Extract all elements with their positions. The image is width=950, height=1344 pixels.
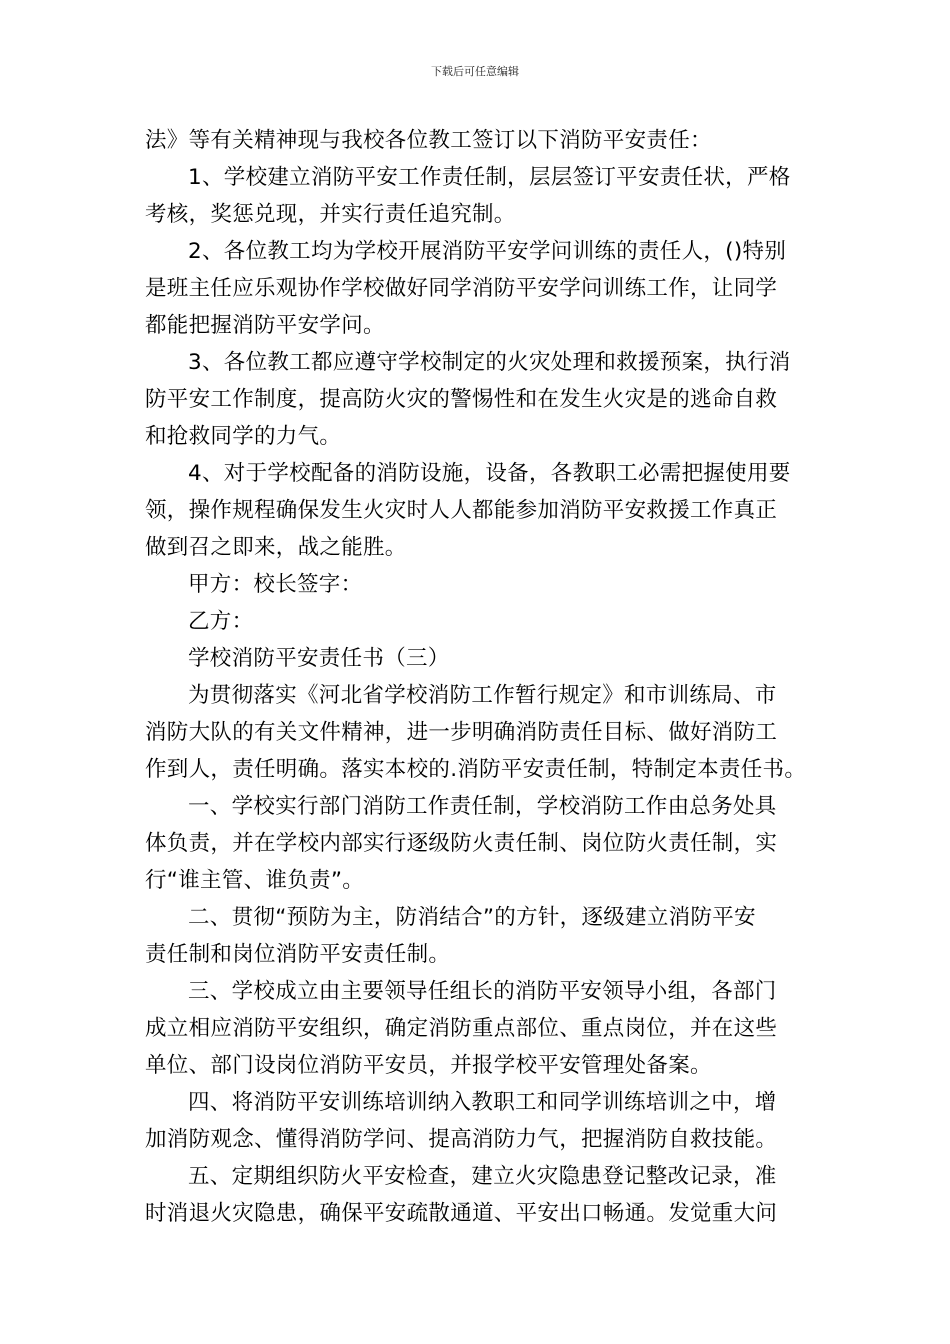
text-line: 行“谁主管、谁负责”。 [145,868,365,893]
text-line: 一、学校实行部门消防工作责任制，学校消防工作由总务处具 [188,794,777,819]
text-line: 防平安工作制度，提高防火灾的警惕性和在发生火灾是的逃命自救 [145,387,778,412]
text-line: 二、贯彻“预防为主，防消结合”的方针，逐级建立消防平安 [188,905,756,930]
text-line: 是班主任应乐观协作学校做好同学消防平安学问训练工作，让同学 [145,276,778,301]
text-line: 体负责，并在学校内部实行逐级防火责任制、岗位防火责任制，实 [145,831,778,856]
text-line: 法》等有关精神现与我校各位教工签订以下消防平安责任： [145,128,712,153]
text-line: 领，操作规程确保发生火灾时人人都能参加消防平安救援工作真正 [145,498,778,523]
text-line: 和抢救同学的力气。 [145,424,342,449]
text-line: 时消退火灾隐患，确保平安疏散通道、平安出口畅通。发觉重大问 [145,1201,778,1226]
text-line: 为贯彻落实《河北省学校消防工作暂行规定》和市训练局、市 [188,683,777,708]
document-body [145,122,810,1232]
text-line: 学校消防平安责任书（三） [188,646,450,671]
text-line: 甲方：校长签字： [188,572,363,597]
page-header: 下载后可任意编辑 [431,65,519,78]
text-line: 乙方： [188,609,254,634]
text-line: 成立相应消防平安组织，确定消防重点部位、重点岗位，并在这些 [145,1016,778,1041]
text-line: 四、将消防平安训练培训纳入教职工和同学训练培训之中，增 [188,1090,777,1115]
text-line: 4、对于学校配备的消防设施，设备，各教职工必需把握使用要 [188,461,791,486]
text-line: 三、学校成立由主要领导任组长的消防平安领导小组，各部门 [188,979,777,1004]
text-line: 都能把握消防平安学问。 [145,313,385,338]
text-line: 责任制和岗位消防平安责任制。 [145,942,451,967]
text-line: 2、各位教工均为学校开展消防平安学问训练的责任人，()特别 [188,239,787,264]
text-line: 消防大队的有关文件精神，进一步明确消防责任目标、做好消防工 [145,720,778,745]
text-line: 3、各位教工都应遵守学校制定的火灾处理和救援预案，执行消 [188,350,791,375]
text-line: 作到人，责任明确。落实本校的.消防平安责任制，特制定本责任书。 [145,757,807,782]
text-line: 考核，奖惩兑现，并实行责任追究制。 [145,202,516,227]
text-line: 加消防观念、懂得消防学问、提高消防力气，把握消防自救技能。 [145,1127,778,1152]
text-line: 单位、部门设岗位消防平安员，并报学校平安管理处备案。 [145,1053,712,1078]
text-line: 做到召之即来，战之能胜。 [145,535,407,560]
text-line: 1、学校建立消防平安工作责任制，层层签订平安责任状，严格 [188,165,791,190]
text-line: 五、定期组织防火平安检查，建立火灾隐患登记整改记录，准 [188,1164,777,1189]
